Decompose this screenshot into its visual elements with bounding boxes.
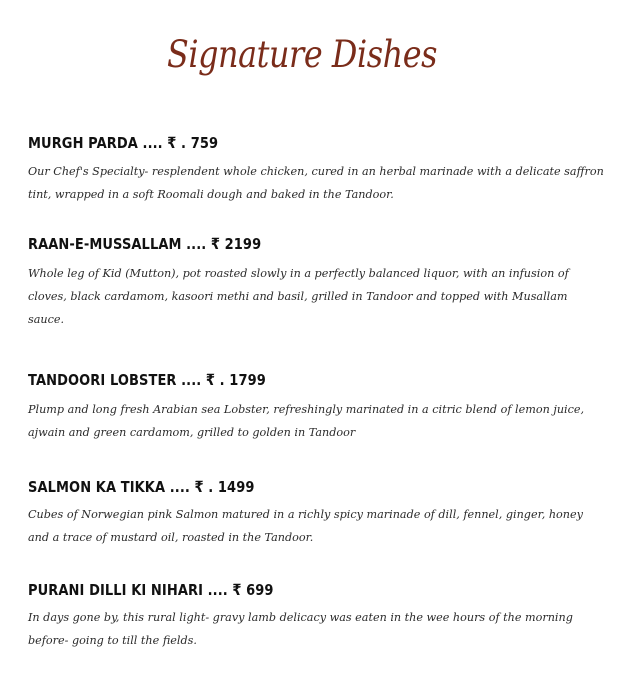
description-line: and a trace of mustard oil, roasted in the Tandoor. [28, 531, 314, 544]
description-line: tint, wrapped in a soft Roomali dough and baked in the Tandoor. [28, 188, 394, 201]
dish-name: PURANI DILLI KI NIHARI .... ₹ 699 [28, 581, 274, 599]
dish-description [28, 606, 588, 652]
description-line: Cubes of Norwegian pink Salmon matured in a richly spicy marinade of dill, fennel, ginger, honey [28, 508, 583, 521]
description-line: Whole leg of Kid (Mutton), pot roasted slowly in a perfectly balanced liquor, with an infusion of [28, 267, 569, 280]
dish-item-raan-e-mussallam [28, 234, 608, 331]
dish-description [28, 160, 604, 206]
description-line: sauce. [28, 313, 65, 326]
description-line: Our Chef's Specialty- resplendent whole chicken, cured in an herbal marinade with a delicate saffron [28, 165, 604, 178]
dish-name: SALMON KA TIKKA .... ₹ . 1499 [28, 478, 255, 496]
description-line: In days gone by, this rural light- gravy lamb delicacy was eaten in the wee hours of the morning [28, 611, 573, 624]
dish-item-purani-dilli-ki-nihari [28, 580, 608, 652]
dish-description [28, 262, 588, 331]
page-title: Signature Dishes [166, 33, 438, 76]
dish-name: RAAN-E-MUSSALLAM .... ₹ 2199 [28, 235, 262, 253]
dish-name: TANDOORI LOBSTER .... ₹ . 1799 [28, 371, 266, 389]
description-line: before- going to till the fields. [28, 634, 197, 647]
description-line: cloves, black cardamom, kasoori methi and basil, grilled in Tandoor and topped with Musallam [28, 290, 568, 303]
dish-item-salmon-ka-tikka [28, 477, 608, 549]
dish-description [28, 398, 588, 444]
dish-item-tandoori-lobster [28, 370, 608, 444]
dish-description [28, 503, 588, 549]
dish-name: MURGH PARDA .... ₹ . 759 [28, 134, 219, 152]
description-line: Plump and long fresh Arabian sea Lobster, refreshingly marinated in a citric blend of lemon juice, [28, 403, 585, 416]
description-line: ajwain and green cardamom, grilled to golden in Tandoor [28, 426, 356, 439]
dish-item-murgh-parda [28, 133, 608, 206]
